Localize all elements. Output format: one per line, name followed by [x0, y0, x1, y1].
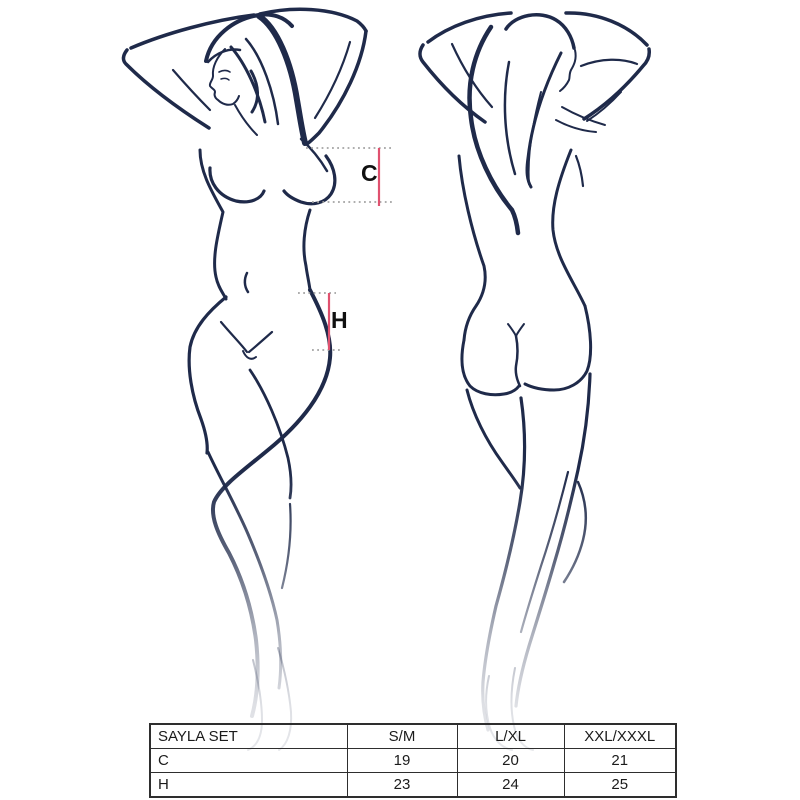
size-table-header-cell-lxl: L/XL [457, 724, 564, 749]
hip-measurement-label: H [331, 307, 348, 333]
size-table-row-hip [150, 773, 676, 798]
size-table [149, 723, 677, 798]
size-row-label: H [150, 773, 347, 798]
size-row-label: C [150, 749, 347, 773]
size-value-cell: 20 [457, 749, 564, 773]
size-table-row-chest [150, 749, 676, 773]
size-value-cell: 19 [347, 749, 457, 773]
chest-measurement-label: C [361, 160, 378, 186]
size-table-header-cell-xxl: XXL/XXXL [564, 724, 676, 749]
size-table-header-row [150, 724, 676, 749]
size-table-header-cell-sm: S/M [347, 724, 457, 749]
back-figure [420, 13, 649, 750]
size-table-title-cell: SAYLA SET [150, 724, 347, 749]
size-value-cell: 23 [347, 773, 457, 798]
front-figure [123, 9, 366, 750]
size-value-cell: 24 [457, 773, 564, 798]
size-value-cell: 25 [564, 773, 676, 798]
size-value-cell: 21 [564, 749, 676, 773]
